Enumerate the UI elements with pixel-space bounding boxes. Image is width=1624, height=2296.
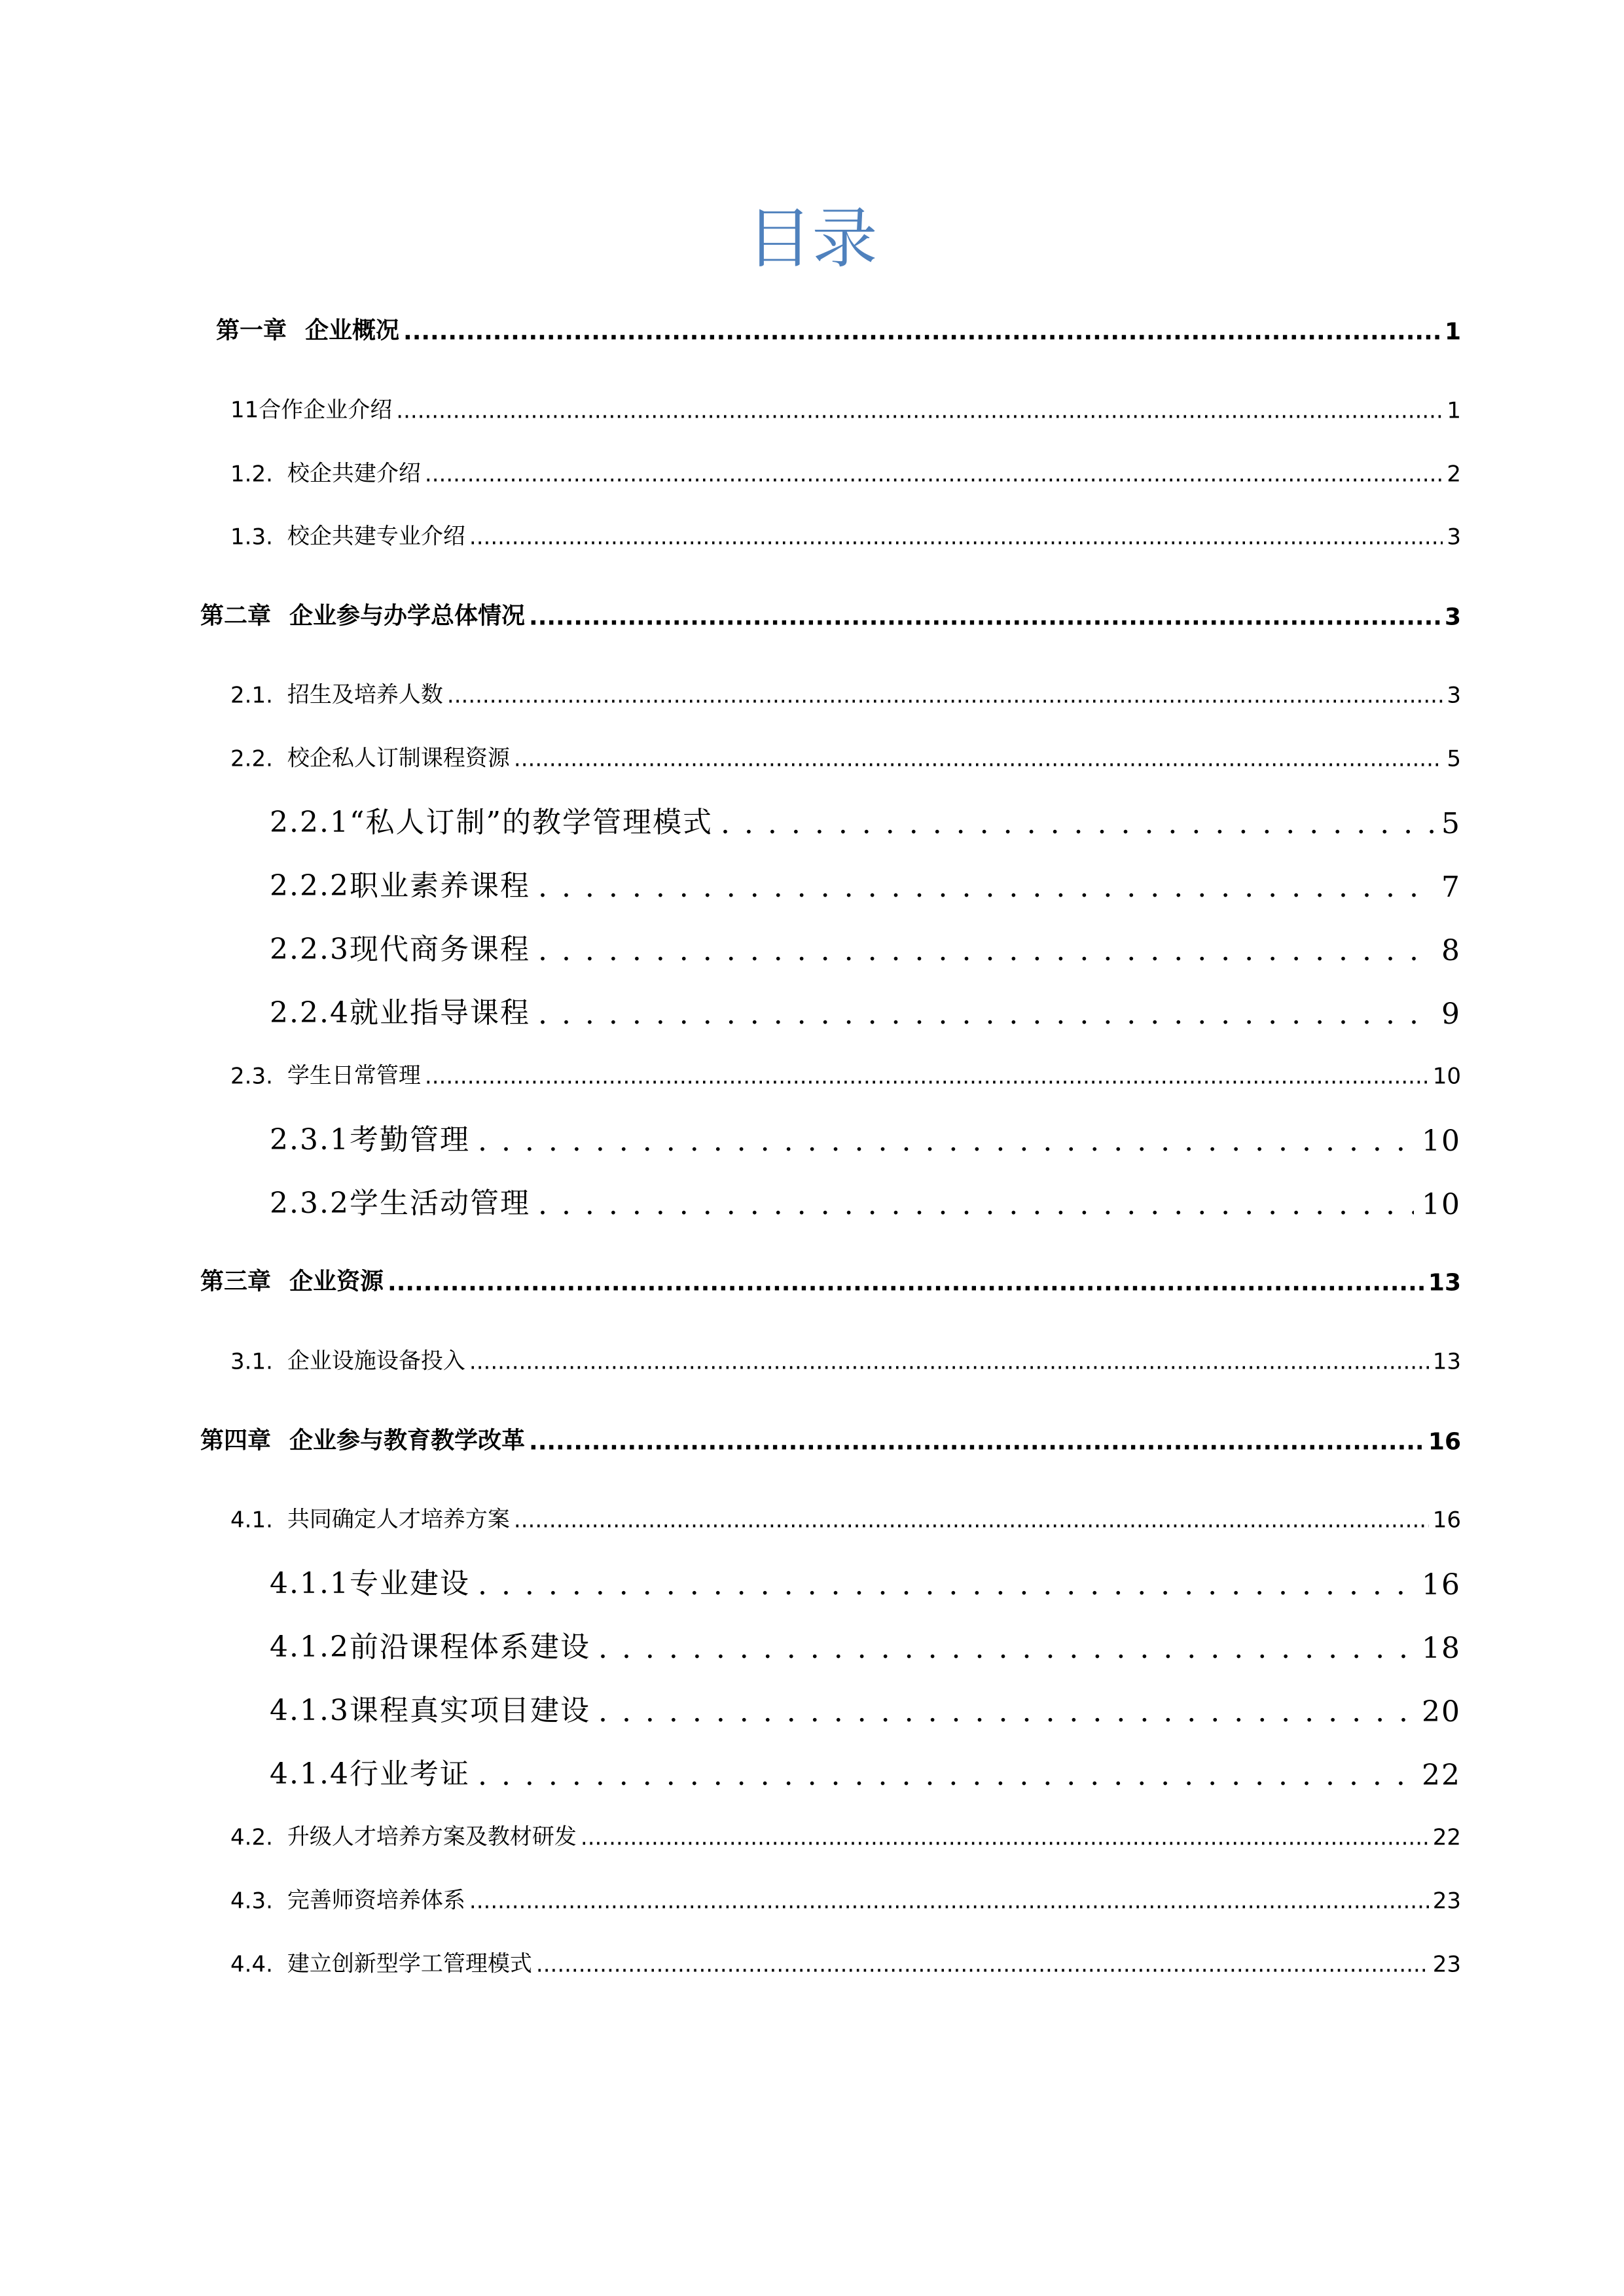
toc-entry-section-4-4[interactable] [230, 1946, 1461, 1978]
toc-entry-page: 5 [1441, 807, 1461, 840]
toc-entry-label: 2.2.2职业素养课程 [270, 869, 530, 903]
toc-dot-leader [538, 874, 1434, 904]
toc-entry-label: 企业参与办学总体情况 [289, 602, 526, 630]
toc-entry-page: 7 [1441, 870, 1461, 904]
toc-entry-label: 2.2.4就业指导课程 [270, 996, 530, 1030]
toc-dot-leader [514, 750, 1443, 772]
toc-entry-number: 第一章 [216, 317, 287, 344]
toc-entry-chapter-1[interactable] [216, 312, 1461, 346]
toc-entry-page: 13 [1428, 1269, 1461, 1297]
toc-entry-section-3-1[interactable] [230, 1343, 1461, 1375]
toc-entry-page: 22 [1432, 1824, 1461, 1851]
toc-dot-leader [538, 1001, 1434, 1031]
toc-entry-page: 3 [1447, 682, 1461, 709]
toc-entry-number: 3.1. [230, 1348, 273, 1375]
toc-dot-leader [529, 607, 1441, 631]
toc-entry-label: 4.1.1专业建设 [270, 1567, 470, 1600]
toc-entry-page: 16 [1432, 1507, 1461, 1534]
toc-dot-leader [529, 1432, 1424, 1456]
toc-entry-number: 2.2. [230, 745, 273, 772]
toc-entry-label: 建立创新型学工管理模式 [287, 1950, 532, 1977]
toc-entry-page: 2 [1447, 461, 1461, 488]
toc-entry-chapter-4[interactable] [200, 1422, 1461, 1456]
toc-entry-section-2-3[interactable] [230, 1058, 1461, 1090]
toc-entry-page: 16 [1428, 1428, 1461, 1456]
toc-entry-label: 企业概况 [305, 317, 400, 344]
toc-entry-sub-2-2-3[interactable] [270, 925, 1461, 967]
toc-entry-section-1-1[interactable] [230, 392, 1461, 424]
toc-entry-section-1-3[interactable] [230, 518, 1461, 550]
toc-entry-sub-2-2-1[interactable] [270, 798, 1461, 840]
toc-entry-label: 招生及培养人数 [287, 681, 443, 708]
toc-entry-label: 2.2.1“私人订制”的教学管理模式 [270, 806, 713, 839]
toc-entry-page: 23 [1432, 1888, 1461, 1914]
toc-entry-label: 企业参与教育教学改革 [289, 1427, 526, 1454]
page-title: 目录 [746, 200, 878, 277]
toc-entry-sub-2-2-4[interactable] [270, 989, 1461, 1031]
toc-entry-label: 2.3.1考勤管理 [270, 1123, 470, 1157]
toc-dot-leader [469, 528, 1443, 550]
toc-entry-sub-4-1-4[interactable] [270, 1750, 1461, 1792]
toc-entry-label: 2.3.2学生活动管理 [270, 1187, 530, 1220]
toc-entry-label: 校企共建介绍 [287, 460, 421, 487]
toc-entry-number: 2.1. [230, 682, 273, 709]
toc-entry-page: 1 [1444, 318, 1461, 346]
toc-entry-sub-4-1-1[interactable] [270, 1560, 1461, 1602]
toc-entry-label: 共同确定人才培养方案 [287, 1506, 510, 1533]
toc-entry-sub-4-1-2[interactable] [270, 1623, 1461, 1665]
toc-entry-label: 学生日常管理 [287, 1062, 421, 1089]
toc-dot-leader [388, 1273, 1424, 1297]
toc-entry-page: 8 [1441, 934, 1461, 967]
toc-dot-leader [478, 1128, 1414, 1158]
toc-entry-page: 16 [1422, 1568, 1461, 1602]
toc-dot-leader [538, 937, 1434, 967]
toc-entry-label: 升级人才培养方案及教材研发 [287, 1823, 577, 1850]
toc-dot-leader [598, 1635, 1414, 1665]
toc-entry-number: 4.4. [230, 1951, 273, 1978]
toc-entry-page: 10 [1432, 1063, 1461, 1090]
toc-entry-section-4-1[interactable] [230, 1501, 1461, 1534]
toc-entry-label: 校企私人订制课程资源 [287, 745, 510, 772]
toc-entry-page: 13 [1432, 1348, 1461, 1375]
toc-entry-number: 4.3. [230, 1888, 273, 1914]
toc-entry-sub-4-1-3[interactable] [270, 1687, 1461, 1729]
toc-entry-label: 11合作企业介绍 [230, 397, 393, 423]
toc-entry-number: 4.2. [230, 1824, 273, 1851]
toc-entry-page: 9 [1441, 997, 1461, 1031]
toc-dot-leader [478, 1762, 1414, 1792]
toc-entry-label: 校企共建专业介绍 [287, 523, 465, 550]
toc-entry-page: 18 [1422, 1632, 1461, 1665]
toc-entry-section-2-2[interactable] [230, 740, 1461, 772]
toc-entry-page: 5 [1447, 745, 1461, 772]
toc-entry-label: 企业设施设备投入 [287, 1348, 465, 1374]
toc-entry-sub-2-3-2[interactable] [270, 1179, 1461, 1221]
toc-entry-page: 3 [1447, 524, 1461, 550]
toc-entry-section-2-1[interactable] [230, 677, 1461, 709]
toc-dot-leader [514, 1511, 1429, 1534]
toc-entry-page: 23 [1432, 1951, 1461, 1978]
toc-dot-leader [538, 1191, 1414, 1221]
toc-entry-page: 10 [1422, 1124, 1461, 1158]
toc-dot-leader [469, 1353, 1429, 1375]
toc-dot-leader [721, 810, 1434, 840]
toc-entry-number: 1.3. [230, 524, 273, 550]
toc-entry-label: 4.1.2前沿课程体系建设 [270, 1630, 590, 1664]
toc-entry-number: 第二章 [200, 602, 272, 630]
toc-dot-leader [598, 1698, 1414, 1729]
toc-entry-sub-2-3-1[interactable] [270, 1116, 1461, 1158]
toc-entry-label: 完善师资培养体系 [287, 1887, 465, 1914]
toc-entry-number: 4.1. [230, 1507, 273, 1534]
toc-entry-section-4-2[interactable] [230, 1819, 1461, 1851]
toc-entry-page: 20 [1422, 1695, 1461, 1729]
toc-entry-number: 第三章 [200, 1268, 272, 1295]
toc-dot-leader [425, 465, 1443, 488]
toc-entry-chapter-3[interactable] [200, 1263, 1461, 1297]
toc-dot-leader [469, 1892, 1429, 1914]
toc-entry-label: 企业资源 [289, 1268, 384, 1295]
toc-dot-leader [425, 1067, 1429, 1090]
toc-entry-label: 4.1.4行业考证 [270, 1757, 470, 1791]
toc-entry-label: 2.2.3现代商务课程 [270, 933, 530, 966]
toc-dot-leader [536, 1956, 1429, 1978]
toc-entry-page: 3 [1444, 603, 1461, 631]
toc-dot-leader [478, 1571, 1414, 1602]
toc-entry-number: 1.2. [230, 461, 273, 488]
toc-entry-section-4-3[interactable] [230, 1882, 1461, 1914]
toc-dot-leader [581, 1829, 1429, 1851]
toc-entry-chapter-2[interactable] [200, 598, 1461, 631]
toc-dot-leader [447, 687, 1443, 709]
toc-entry-label: 4.1.3课程真实项目建设 [270, 1694, 590, 1727]
toc-dot-leader [396, 402, 1443, 424]
toc-entry-sub-2-2-2[interactable] [270, 862, 1461, 904]
toc-entry-number: 2.3. [230, 1063, 273, 1090]
toc-entry-page: 1 [1447, 397, 1461, 424]
toc-entry-page: 22 [1422, 1759, 1461, 1792]
toc-entry-page: 10 [1422, 1188, 1461, 1221]
toc-entry-section-1-2[interactable] [230, 456, 1461, 488]
toc-dot-leader [403, 322, 1441, 346]
toc-entry-number: 第四章 [200, 1427, 272, 1454]
